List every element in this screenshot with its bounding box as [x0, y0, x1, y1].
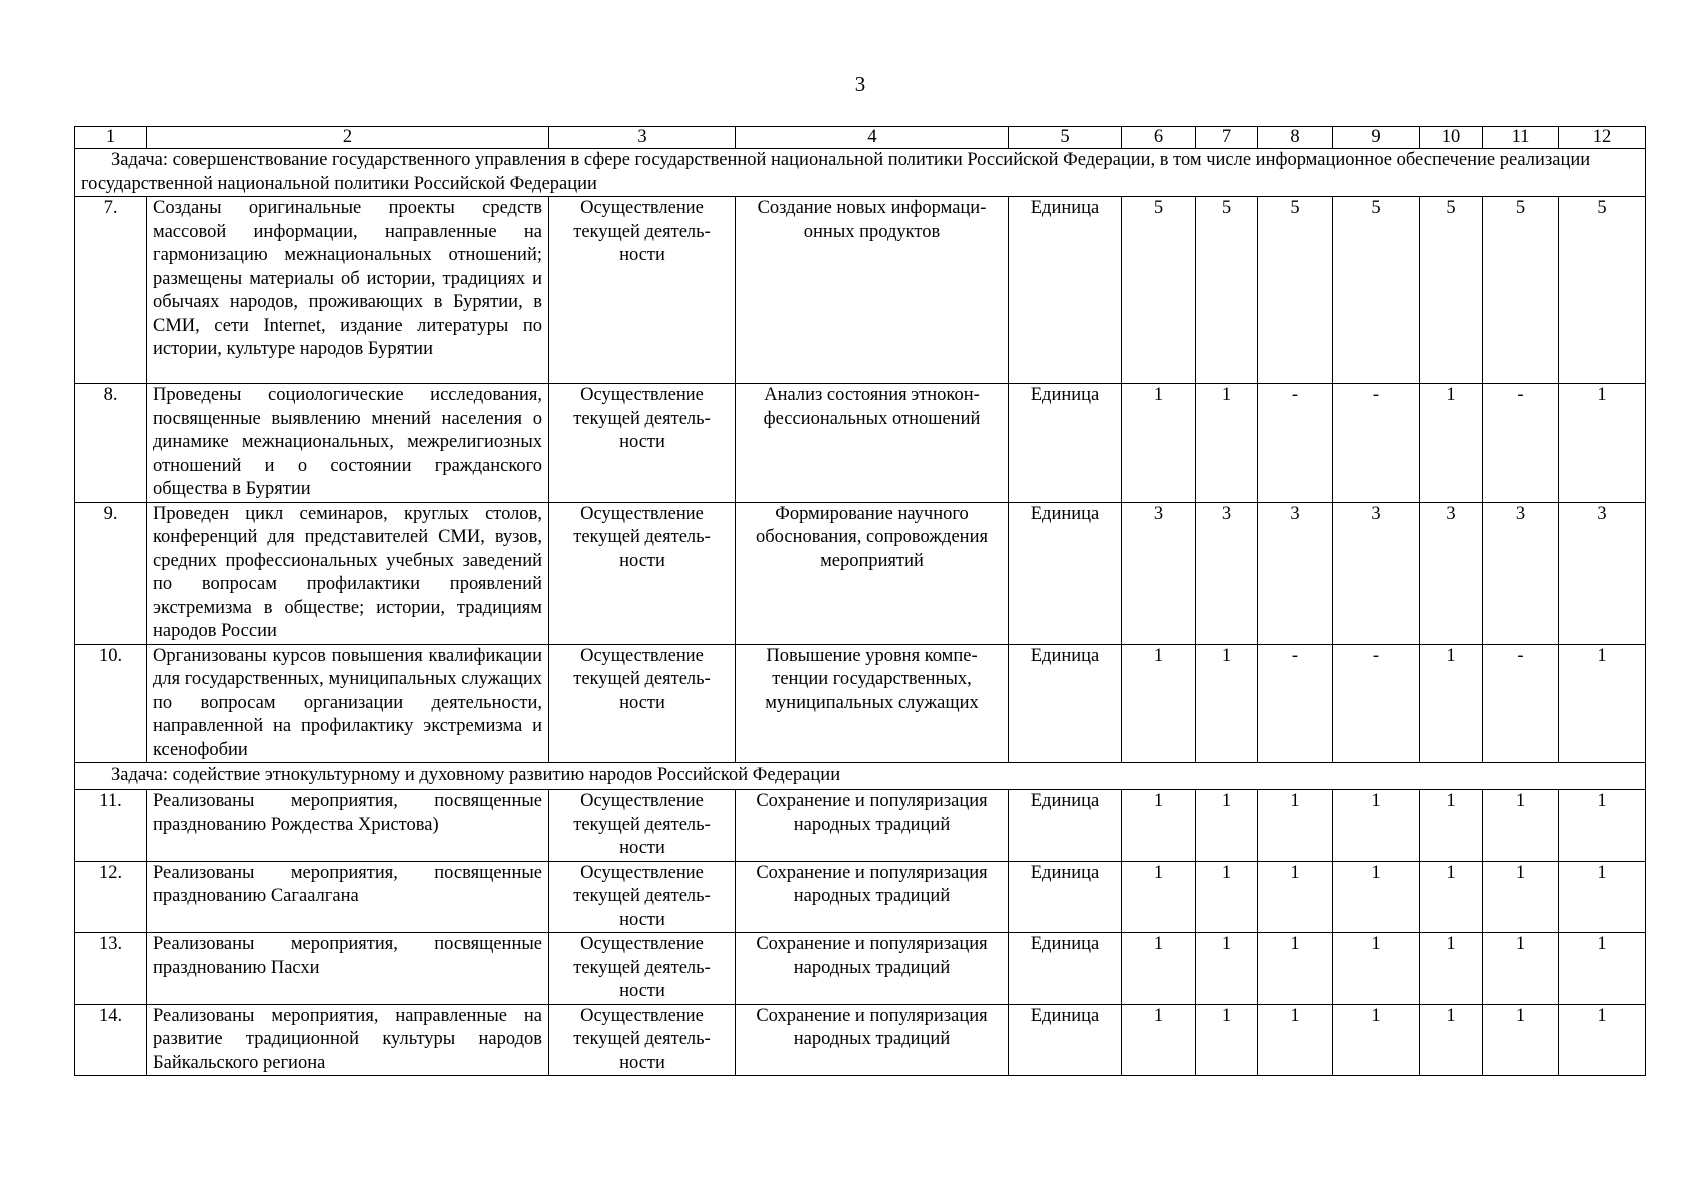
row-value: 3	[1559, 502, 1646, 644]
row-number: 13.	[75, 933, 147, 1005]
column-header: 11	[1483, 127, 1559, 149]
row-value: 1	[1333, 1004, 1420, 1076]
row-goal: Анализ состояния этноконфессиональных отношений	[736, 384, 1009, 503]
row-unit: Единица	[1009, 861, 1122, 933]
row-value: 3	[1258, 502, 1333, 644]
table-row	[75, 861, 1646, 933]
row-unit: Единица	[1009, 790, 1122, 862]
column-header: 1	[75, 127, 147, 149]
row-value: 1	[1258, 861, 1333, 933]
row-goal: Повышение уровня компетенции государственных, муниципальных служащих	[736, 644, 1009, 763]
row-description: Реализованы мероприятия, посвященные празднованию Рождества Христова)	[147, 790, 549, 862]
row-value: 1	[1559, 861, 1646, 933]
row-value: 5	[1258, 197, 1333, 384]
row-value: 1	[1483, 790, 1559, 862]
row-value: 1	[1420, 384, 1483, 503]
column-header: 6	[1122, 127, 1196, 149]
column-number-row	[75, 127, 1646, 149]
row-description: Реализованы мероприятия, посвященные празднованию Пасхи	[147, 933, 549, 1005]
row-value: 1	[1196, 861, 1258, 933]
column-header: 5	[1009, 127, 1122, 149]
row-unit: Единица	[1009, 933, 1122, 1005]
row-value: 1	[1122, 1004, 1196, 1076]
row-value: 1	[1196, 384, 1258, 503]
row-source: Осуществление текущей деятельности	[549, 1004, 736, 1076]
row-value: 1	[1420, 861, 1483, 933]
table-row	[75, 502, 1646, 644]
row-source: Осуществление текущей деятельности	[549, 644, 736, 763]
row-description: Реализованы мероприятия, посвященные празднованию Сагаалгана	[147, 861, 549, 933]
row-description: Реализованы мероприятия, направленные на развитие традиционной культуры народов Байкальского региона	[147, 1004, 549, 1076]
table-row	[75, 790, 1646, 862]
row-source: Осуществление текущей деятельности	[549, 197, 736, 384]
row-value: 1	[1559, 384, 1646, 503]
row-value: 5	[1420, 197, 1483, 384]
row-description: Проведены социологические исследования, посвященные выявлению мнений населения о динамике межнациональных, межрелигиозных отношений и о состоянии гражданского общества в Бурятии	[147, 384, 549, 503]
row-value: 5	[1559, 197, 1646, 384]
column-header: 7	[1196, 127, 1258, 149]
row-source: Осуществление текущей деятельности	[549, 384, 736, 503]
row-value: 1	[1559, 1004, 1646, 1076]
task-cell	[75, 763, 1646, 790]
row-value: 1	[1122, 790, 1196, 862]
row-goal: Сохранение и популяризация народных традиций	[736, 933, 1009, 1005]
task-row	[75, 149, 1646, 197]
row-value: 1	[1333, 933, 1420, 1005]
row-value: 1	[1258, 1004, 1333, 1076]
table-row	[75, 1004, 1646, 1076]
row-description: Организованы курсов повышения квалификации для государственных, муниципальных служащих по вопросам организации деятельности, направленной на профилактику экстремизма и ксенофобии	[147, 644, 549, 763]
row-description: Проведен цикл семинаров, круглых столов, конференций для представителей СМИ, вузов, средних профессиональных учебных заведений по вопросам профилактики проявлений экстремизма в обществе; истории, традициям народов России	[147, 502, 549, 644]
row-unit: Единица	[1009, 384, 1122, 503]
row-source: Осуществление текущей деятельности	[549, 790, 736, 862]
row-description: Созданы оригинальные проекты средств массовой информации, направленные на гармонизацию межнациональных отношений; размещены материалы об истории, традициях и обычаях народов, проживающих в Бурятии, в СМИ, сети Internet, издание литературы по истории, культуре народов Бурятии	[147, 197, 549, 384]
column-header: 9	[1333, 127, 1420, 149]
row-value: 1	[1122, 384, 1196, 503]
row-value: 1	[1559, 790, 1646, 862]
row-goal: Формирование научного обоснования, сопровождения мероприятий	[736, 502, 1009, 644]
row-value: -	[1333, 644, 1420, 763]
row-value: -	[1483, 384, 1559, 503]
row-number: 8.	[75, 384, 147, 503]
row-number: 10.	[75, 644, 147, 763]
row-value: 1	[1122, 644, 1196, 763]
row-unit: Единица	[1009, 1004, 1122, 1076]
row-value: 1	[1420, 790, 1483, 862]
row-source: Осуществление текущей деятельности	[549, 861, 736, 933]
row-value: 1	[1196, 790, 1258, 862]
row-value: -	[1258, 644, 1333, 763]
row-value: 1	[1122, 933, 1196, 1005]
row-goal: Создание новых информационных продуктов	[736, 197, 1009, 384]
row-unit: Единица	[1009, 197, 1122, 384]
row-value: 1	[1333, 790, 1420, 862]
row-value: 1	[1196, 1004, 1258, 1076]
row-number: 12.	[75, 861, 147, 933]
row-value: -	[1333, 384, 1420, 503]
row-value: 1	[1420, 1004, 1483, 1076]
table-row	[75, 644, 1646, 763]
row-value: 5	[1122, 197, 1196, 384]
row-value: -	[1483, 644, 1559, 763]
row-value: 3	[1483, 502, 1559, 644]
row-value: 1	[1483, 1004, 1559, 1076]
row-number: 9.	[75, 502, 147, 644]
table-row	[75, 933, 1646, 1005]
row-source: Осуществление текущей деятельности	[549, 933, 736, 1005]
row-value: 1	[1420, 933, 1483, 1005]
row-goal: Сохранение и популяризация народных традиций	[736, 861, 1009, 933]
row-value: 3	[1333, 502, 1420, 644]
row-value: -	[1258, 384, 1333, 503]
column-header: 12	[1559, 127, 1646, 149]
row-number: 14.	[75, 1004, 147, 1076]
task-cell	[75, 149, 1646, 197]
row-number: 11.	[75, 790, 147, 862]
row-unit: Единица	[1009, 644, 1122, 763]
row-value: 1	[1122, 861, 1196, 933]
column-header: 8	[1258, 127, 1333, 149]
column-header: 2	[147, 127, 549, 149]
row-goal: Сохранение и популяризация народных традиций	[736, 790, 1009, 862]
row-value: 1	[1333, 861, 1420, 933]
task-text: Задача: совершенствование государственного управления в сфере государственной национальной политики Российской Федерации, в том числе информационное обеспечение реализации государственной национальной политики Российской Федерации	[81, 150, 1591, 194]
table-row	[75, 197, 1646, 384]
page-number: 3	[854, 72, 866, 96]
row-value: 1	[1258, 790, 1333, 862]
column-header: 4	[736, 127, 1009, 149]
row-source: Осуществление текущей деятельности	[549, 502, 736, 644]
row-value: 1	[1258, 933, 1333, 1005]
column-header: 3	[549, 127, 736, 149]
row-value: 3	[1196, 502, 1258, 644]
row-value: 5	[1196, 197, 1258, 384]
indicators-table	[74, 126, 1646, 1076]
row-value: 1	[1559, 644, 1646, 763]
row-value: 1	[1559, 933, 1646, 1005]
table-row	[75, 384, 1646, 503]
column-header: 10	[1420, 127, 1483, 149]
row-value: 1	[1483, 861, 1559, 933]
row-value: 3	[1420, 502, 1483, 644]
row-unit: Единица	[1009, 502, 1122, 644]
task-text: Задача: содействие этнокультурному и духовному развитию народов Российской Федерации	[111, 765, 841, 786]
row-value: 1	[1420, 644, 1483, 763]
row-value: 1	[1196, 644, 1258, 763]
row-value: 3	[1122, 502, 1196, 644]
row-value: 5	[1333, 197, 1420, 384]
row-number: 7.	[75, 197, 147, 384]
row-goal: Сохранение и популяризация народных традиций	[736, 1004, 1009, 1076]
row-value: 1	[1483, 933, 1559, 1005]
row-value: 1	[1196, 933, 1258, 1005]
task-row	[75, 763, 1646, 790]
row-value: 5	[1483, 197, 1559, 384]
